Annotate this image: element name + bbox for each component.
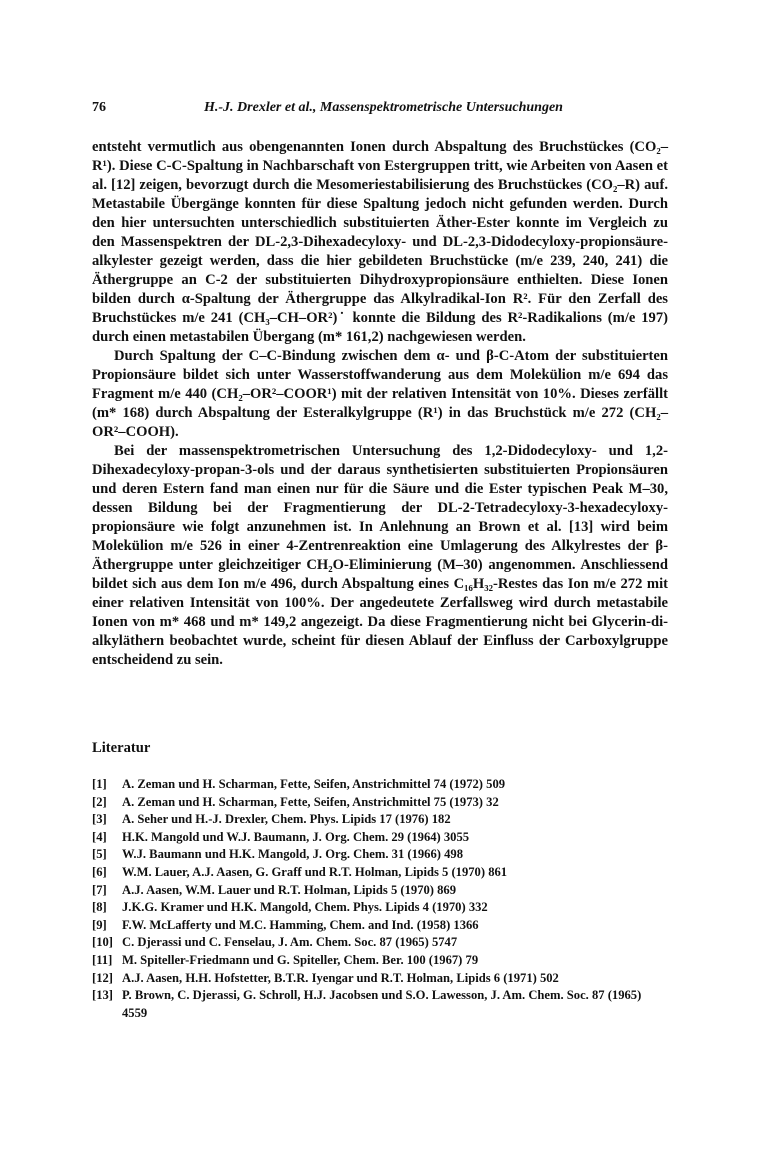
main-text [92, 138, 668, 670]
reference-text: A.J. Aasen, W.M. Lauer und R.T. Holman, Lipids 5 (1970) 869 [122, 882, 457, 897]
page-number: 76 [92, 100, 106, 115]
reference-number: [11] [92, 952, 113, 967]
reference-number: [4] [92, 829, 107, 844]
reference-item [92, 987, 652, 1022]
reference-item [92, 846, 652, 864]
reference-item [92, 776, 652, 794]
reference-text: M. Spiteller-Friedmann und G. Spiteller, Chem. Ber. 100 (1967) 79 [122, 952, 479, 967]
reference-item [92, 794, 652, 812]
reference-item [92, 882, 652, 900]
reference-list [92, 776, 652, 1022]
reference-text: C. Djerassi und C. Fenselau, J. Am. Chem. Soc. 87 (1965) 5747 [122, 935, 458, 950]
reference-text: P. Brown, C. Djerassi, G. Schroll, H.J. Jacobsen und S.O. Lawesson, J. Am. Chem. Soc. 87 (1965) 4559 [122, 988, 642, 1020]
reference-number: [6] [92, 864, 107, 879]
paragraph: Bei der massenspektrometrischen Untersuchung des 1,2-Didodecyloxy- und 1,2-Dihexadecyloxy-propan-3-ols und der daraus synthetisierten substituierten Propionsäuren und deren Estern fand man einen nur für die Säure und die Ester typischen Peak M–30, dessen Bildung bei der Fragmentierung der DL-2-Tetradecyloxy-3-hexadecyloxy-propionsäure wie folgt anzunehmen ist. In Anlehnung an Brown et al. [13] wird beim Molekülion m/e 526 in einer 4-Zentrenreaktion eine Umlagerung des Alkylrestes der β-Äthergruppe unter gleichzeitiger CH₂O-Eliminierung (M–30) angenommen. Anschliessend bildet sich aus dem Ion m/e 496, durch Abspaltung eines C₁₆H₃₂-Restes das Ion m/e 272 mit einer relativen Intensität von 100%. Der angedeutete Zerfallsweg wird durch metastabile Ionen von m* 468 und m* 149,2 angezeigt. Da diese Fragmentierung nicht bei Glycerin-di-alkyläthern beobachtet wurde, scheint für diesen Ablauf der Einfluss der Carboxylgruppe entscheidend zu sein. [92, 443, 668, 668]
reference-text: A. Zeman und H. Scharman, Fette, Seifen, Anstrichmittel 74 (1972) 509 [122, 777, 506, 791]
reference-item [92, 970, 652, 988]
reference-number: [3] [92, 812, 107, 827]
reference-number: [8] [92, 900, 107, 915]
reference-text: A. Seher und H.-J. Drexler, Chem. Phys. Lipids 17 (1976) 182 [122, 812, 451, 827]
paragraph: Durch Spaltung der C–C-Bindung zwischen dem α- und β-C-Atom der substituierten Propionsäure bildet sich unter Wasserstoffwanderung aus dem Molekülion m/e 694 das Fragment m/e 440 (CH₂–OR²–COOR¹) mit der relativen Intensität von 10%. Dieses zerfällt (m* 168) durch Abspaltung der Esteralkylgruppe (R¹) in das Bruchstück m/e 272 (CH₂–OR²–COOH). [92, 348, 668, 440]
reference-text: H.K. Mangold und W.J. Baumann, J. Org. Chem. 29 (1964) 3055 [122, 829, 470, 844]
reference-text: W.M. Lauer, A.J. Aasen, G. Graff und R.T. Holman, Lipids 5 (1970) 861 [122, 864, 508, 879]
reference-text: A.J. Aasen, H.H. Hofstetter, B.T.R. Iyengar und R.T. Holman, Lipids 6 (1971) 502 [122, 970, 559, 985]
reference-number: [2] [92, 794, 107, 809]
reference-number: [5] [92, 847, 107, 862]
reference-number: [9] [92, 917, 107, 932]
reference-number: [7] [92, 882, 107, 897]
reference-item [92, 917, 652, 935]
reference-number: [10] [92, 935, 113, 950]
reference-text: W.J. Baumann und H.K. Mangold, J. Org. Chem. 31 (1966) 498 [122, 847, 464, 862]
running-title: H.-J. Drexler et al., Massenspektrometrische Untersuchungen [204, 100, 563, 115]
reference-number: [13] [92, 988, 113, 1003]
reference-number: [12] [92, 970, 113, 985]
reference-number: [1] [92, 777, 107, 791]
paragraph: entsteht vermutlich aus obengenannten Ionen durch Abspaltung des Bruchstückes (CO₂–R¹). Diese C-C-Spaltung in Nachbarschaft von Estergruppen tritt, wie Arbeiten von Aasen et al. [12] zeigen, bevorzugt durch die Mesomeriestabilisierung des Bruchstückes (CO₂–R) auf. Metastabile Übergänge konnten für diese Spaltung jedoch nicht gefunden werden. Durch den hier untersuchten unterschiedlich substituierten Äther-Ester konnte im Vergleich zu den Massenspektren der DL-2,3-Dihexadecyloxy- und DL-2,3-Didodecyloxy-propionsäure-alkylester gezeigt werden, dass die hier gebildeten Bruchstücke (m/e 239, 240, 241) die Äthergruppe an C-2 der substituierten Dihydroxypropionsäure enthielten. Diese Ionen bilden durch α-Spaltung der Äthergruppe das Alkylradikal-Ion R². Für den Zerfall des Bruchstückes m/e 241 (CH₃–CH–OR²)˙ konnte die Bildung des R²-Radikalions (m/e 197) durch einen metastabilen Übergang (m* 161,2) nachgewiesen werden. [92, 139, 668, 345]
reference-item [92, 899, 652, 917]
reference-text: J.K.G. Kramer und H.K. Mangold, Chem. Phys. Lipids 4 (1970) 332 [122, 900, 488, 915]
page-header [92, 100, 692, 122]
references-heading: Literatur [92, 740, 151, 756]
reference-item [92, 864, 652, 882]
reference-text: A. Zeman und H. Scharman, Fette, Seifen, Anstrichmittel 75 (1973) 32 [122, 794, 499, 809]
reference-item [92, 934, 652, 952]
reference-item [92, 811, 652, 829]
reference-item [92, 829, 652, 847]
reference-item [92, 952, 652, 970]
reference-text: F.W. McLafferty und M.C. Hamming, Chem. and Ind. (1958) 1366 [122, 917, 479, 932]
